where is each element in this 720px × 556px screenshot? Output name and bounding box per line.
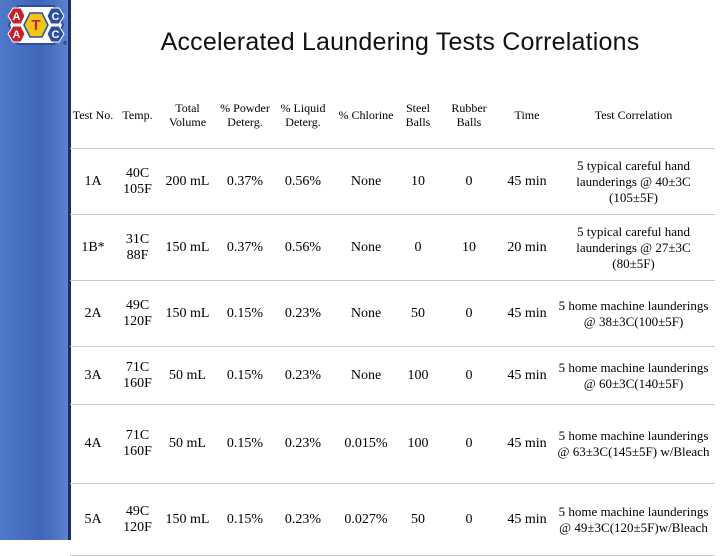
header-test-correlation: Test Correlation [552,82,715,149]
cell-total-volume: 50 mL [159,347,216,405]
table-row [70,215,715,281]
cell-time: 45 min [502,347,552,405]
header-test-no: Test No. [70,82,116,149]
table-row [70,281,715,347]
cell-rubber-balls: 0 [436,149,502,215]
cell-total-volume: 150 mL [159,215,216,281]
cell-temp: 40C 105F [116,149,159,215]
cell-temp: 71C 160F [116,347,159,405]
cell-test-correlation: 5 typical careful hand launderings @ 40±3C (105±5F) [552,149,715,215]
cell-powder-deterg: 0.37% [216,149,274,215]
header-liquid-deterg: % Liquid Deterg. [274,82,332,149]
cell-liquid-deterg: 0.23% [274,405,332,484]
cell-time: 45 min [502,149,552,215]
logo-letter-a2: A [12,29,21,41]
logo-letter-c2: C [51,29,60,41]
cell-temp: 31C 88F [116,215,159,281]
table-row [70,405,715,484]
header-time: Time [502,82,552,149]
cell-powder-deterg: 0.15% [216,347,274,405]
logo-letter-t: T [31,17,41,34]
header-chlorine: % Chlorine [332,82,400,149]
cell-rubber-balls: 0 [436,347,502,405]
table-row [70,347,715,405]
cell-steel-balls: 50 [400,281,436,347]
cell-temp: 49C 120F [116,484,159,556]
cell-powder-deterg: 0.15% [216,484,274,556]
cell-test-no: 5A [70,484,116,556]
cell-test-no: 4A [70,405,116,484]
cell-time: 45 min [502,484,552,556]
cell-liquid-deterg: 0.56% [274,215,332,281]
table-row [70,484,715,556]
left-sidebar-band [0,0,68,540]
cell-temp: 71C 160F [116,405,159,484]
cell-test-correlation: 5 home machine launderings @ 38±3C(100±5F) [552,281,715,347]
cell-rubber-balls: 0 [436,281,502,347]
cell-powder-deterg: 0.15% [216,405,274,484]
header-steel-balls: Steel Balls [400,82,436,149]
cell-test-no: 1A [70,149,116,215]
logo-letter-a1: A [12,11,21,23]
cell-steel-balls: 100 [400,347,436,405]
cell-total-volume: 50 mL [159,405,216,484]
page-title: Accelerated Laundering Tests Correlations [160,28,640,56]
cell-steel-balls: 10 [400,149,436,215]
header-total-volume: Total Volume [159,82,216,149]
cell-total-volume: 150 mL [159,281,216,347]
header-powder-deterg: % Powder Deterg. [216,82,274,149]
cell-powder-deterg: 0.37% [216,215,274,281]
cell-chlorine: 0.027% [332,484,400,556]
registered-mark: ® [63,41,67,46]
cell-test-correlation: 5 home machine launderings @ 60±3C(140±5F) [552,347,715,405]
cell-test-no: 1B* [70,215,116,281]
cell-steel-balls: 50 [400,484,436,556]
header-rubber-balls: Rubber Balls [436,82,502,149]
cell-liquid-deterg: 0.23% [274,281,332,347]
correlation-table [70,82,715,556]
cell-steel-balls: 0 [400,215,436,281]
cell-total-volume: 150 mL [159,484,216,556]
cell-chlorine: None [332,149,400,215]
logo-letter-c1: C [51,11,60,23]
cell-test-correlation: 5 typical careful hand launderings @ 27±3C (80±5F) [552,215,715,281]
cell-time: 45 min [502,405,552,484]
table-row [70,149,715,215]
cell-time: 45 min [502,281,552,347]
cell-liquid-deterg: 0.56% [274,149,332,215]
cell-test-correlation: 5 home machine launderings @ 49±3C(120±5F)w/Bleach [552,484,715,556]
cell-powder-deterg: 0.15% [216,281,274,347]
cell-liquid-deterg: 0.23% [274,347,332,405]
header-temp: Temp. [116,82,159,149]
cell-chlorine: None [332,281,400,347]
cell-test-no: 3A [70,347,116,405]
cell-time: 20 min [502,215,552,281]
cell-temp: 49C 120F [116,281,159,347]
cell-test-no: 2A [70,281,116,347]
cell-total-volume: 200 mL [159,149,216,215]
cell-steel-balls: 100 [400,405,436,484]
table-header-row [70,82,715,149]
cell-rubber-balls: 0 [436,405,502,484]
cell-chlorine: 0.015% [332,405,400,484]
cell-chlorine: None [332,347,400,405]
cell-rubber-balls: 10 [436,215,502,281]
cell-rubber-balls: 0 [436,484,502,556]
cell-chlorine: None [332,215,400,281]
cell-test-correlation: 5 home machine launderings @ 63±3C(145±5F) w/Bleach [552,405,715,484]
cell-liquid-deterg: 0.23% [274,484,332,556]
aatcc-logo [4,4,68,46]
